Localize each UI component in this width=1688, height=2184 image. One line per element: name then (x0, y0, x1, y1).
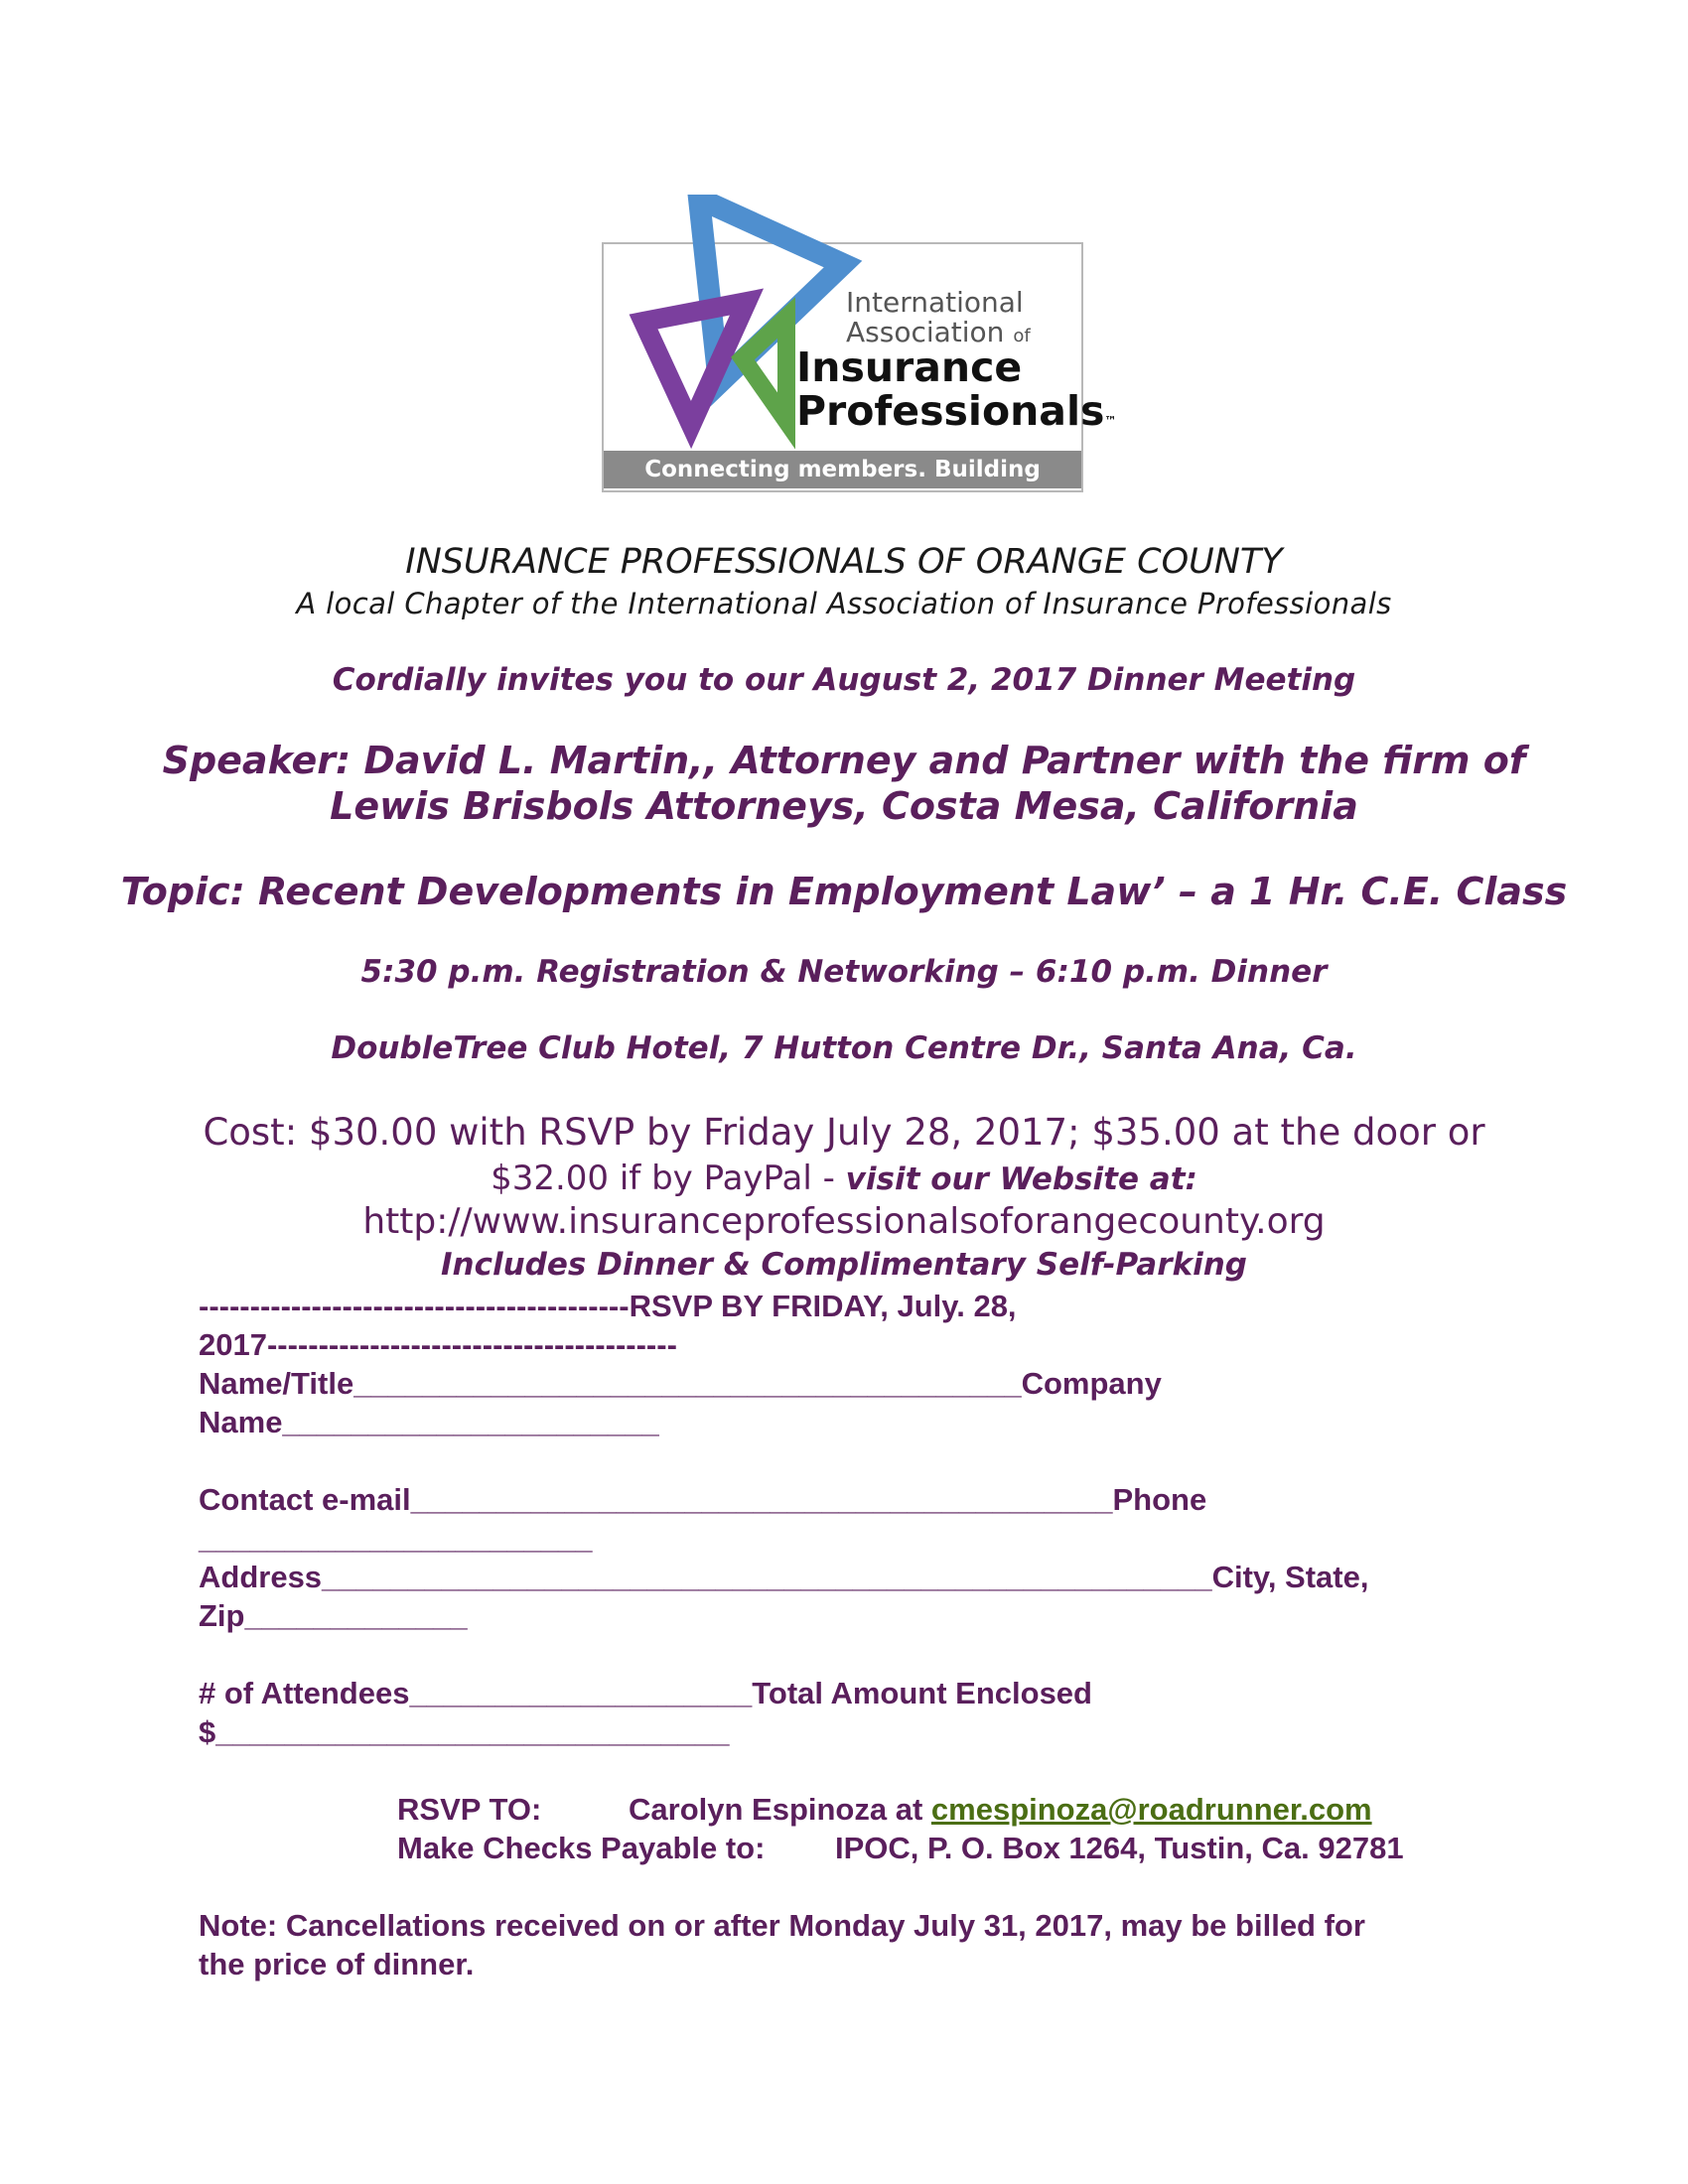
logo-tagline: Connecting members. Building careers. (604, 451, 1081, 488)
checks-payable-address: IPOC, P. O. Box 1264, Tustin, Ca. 92781 (835, 1831, 1404, 1865)
topic-text: Topic: Recent Developments in Employment Law’ – a 1 Hr. C.E. Class (120, 870, 1568, 913)
rsvp-contact-name: Carolyn Espinoza at (629, 1792, 931, 1827)
speaker-line-1: Speaker: David L. Martin,, Attorney and Partner with the firm of (162, 739, 1526, 782)
cost-line-2 (0, 1159, 1688, 1198)
logo-text-international: International (846, 286, 1024, 319)
cancellation-note-line-2: the price of dinner. (199, 1947, 475, 1981)
logo-text-association: Association of (846, 316, 1031, 348)
speaker-line-2: Lewis Brisbols Attorneys, Costa Mesa, California (330, 784, 1358, 828)
visit-website-text: visit our Website at: (845, 1161, 1197, 1197)
amount-enclosed-field[interactable]: $______________________________ (199, 1714, 730, 1749)
includes-text: Includes Dinner & Complimentary Self-Parking (440, 1247, 1247, 1283)
invitation-text: Cordially invites you to our August 2, 2017 Dinner Meeting (332, 662, 1356, 698)
rsvp-deadline-line-1: ------------------------------------------RSVP BY FRIDAY, July. 28, (199, 1289, 1017, 1323)
rsvp-email-link[interactable]: cmespinoza@roadrunner.com (930, 1792, 1372, 1827)
logo-text-professionals: Professionals™ (796, 387, 1117, 435)
contact-email-field[interactable]: Contact e-mail_________________________________________Phone (199, 1482, 1207, 1517)
address-field[interactable]: Address____________________________________________________City, State, (199, 1560, 1369, 1594)
company-name-field[interactable]: Name______________________ (199, 1405, 659, 1439)
cost-line-1: Cost: $30.00 with RSVP by Friday July 28, 2017; $35.00 at the door or (203, 1111, 1485, 1154)
website-url[interactable]: http://www.insuranceprofessionalsoforangecounty.org (362, 1201, 1326, 1242)
phone-field[interactable]: _______________________ (199, 1521, 593, 1556)
rsvp-to-label: RSVP TO: (397, 1792, 542, 1827)
schedule-text: 5:30 p.m. Registration & Networking – 6:10 p.m. Dinner (360, 954, 1328, 990)
logo-text-insurance: Insurance (796, 343, 1023, 391)
iaip-logo (602, 195, 1117, 520)
checks-payable-label: Make Checks Payable to: (397, 1831, 766, 1865)
cost-paypal-text: $32.00 if by PayPal - (491, 1159, 846, 1198)
rsvp-contact (629, 1792, 1372, 1828)
cancellation-note-line-1: Note: Cancellations received on or after Monday July 31, 2017, may be billed for (199, 1908, 1365, 1943)
venue-text: DoubleTree Club Hotel, 7 Hutton Centre Dr., Santa Ana, Ca. (331, 1030, 1357, 1066)
org-name: INSURANCE PROFESSIONALS OF ORANGE COUNTY (405, 542, 1283, 582)
org-subtitle: A local Chapter of the International Association of Insurance Professionals (296, 587, 1392, 620)
attendees-field[interactable]: # of Attendees____________________Total Amount Enclosed (199, 1676, 1092, 1710)
zip-field[interactable]: Zip_____________ (199, 1598, 468, 1633)
name-title-field[interactable]: Name/Title_______________________________________Company (199, 1366, 1162, 1401)
rsvp-deadline-line-2: 2017---------------------------------------- (199, 1327, 677, 1362)
